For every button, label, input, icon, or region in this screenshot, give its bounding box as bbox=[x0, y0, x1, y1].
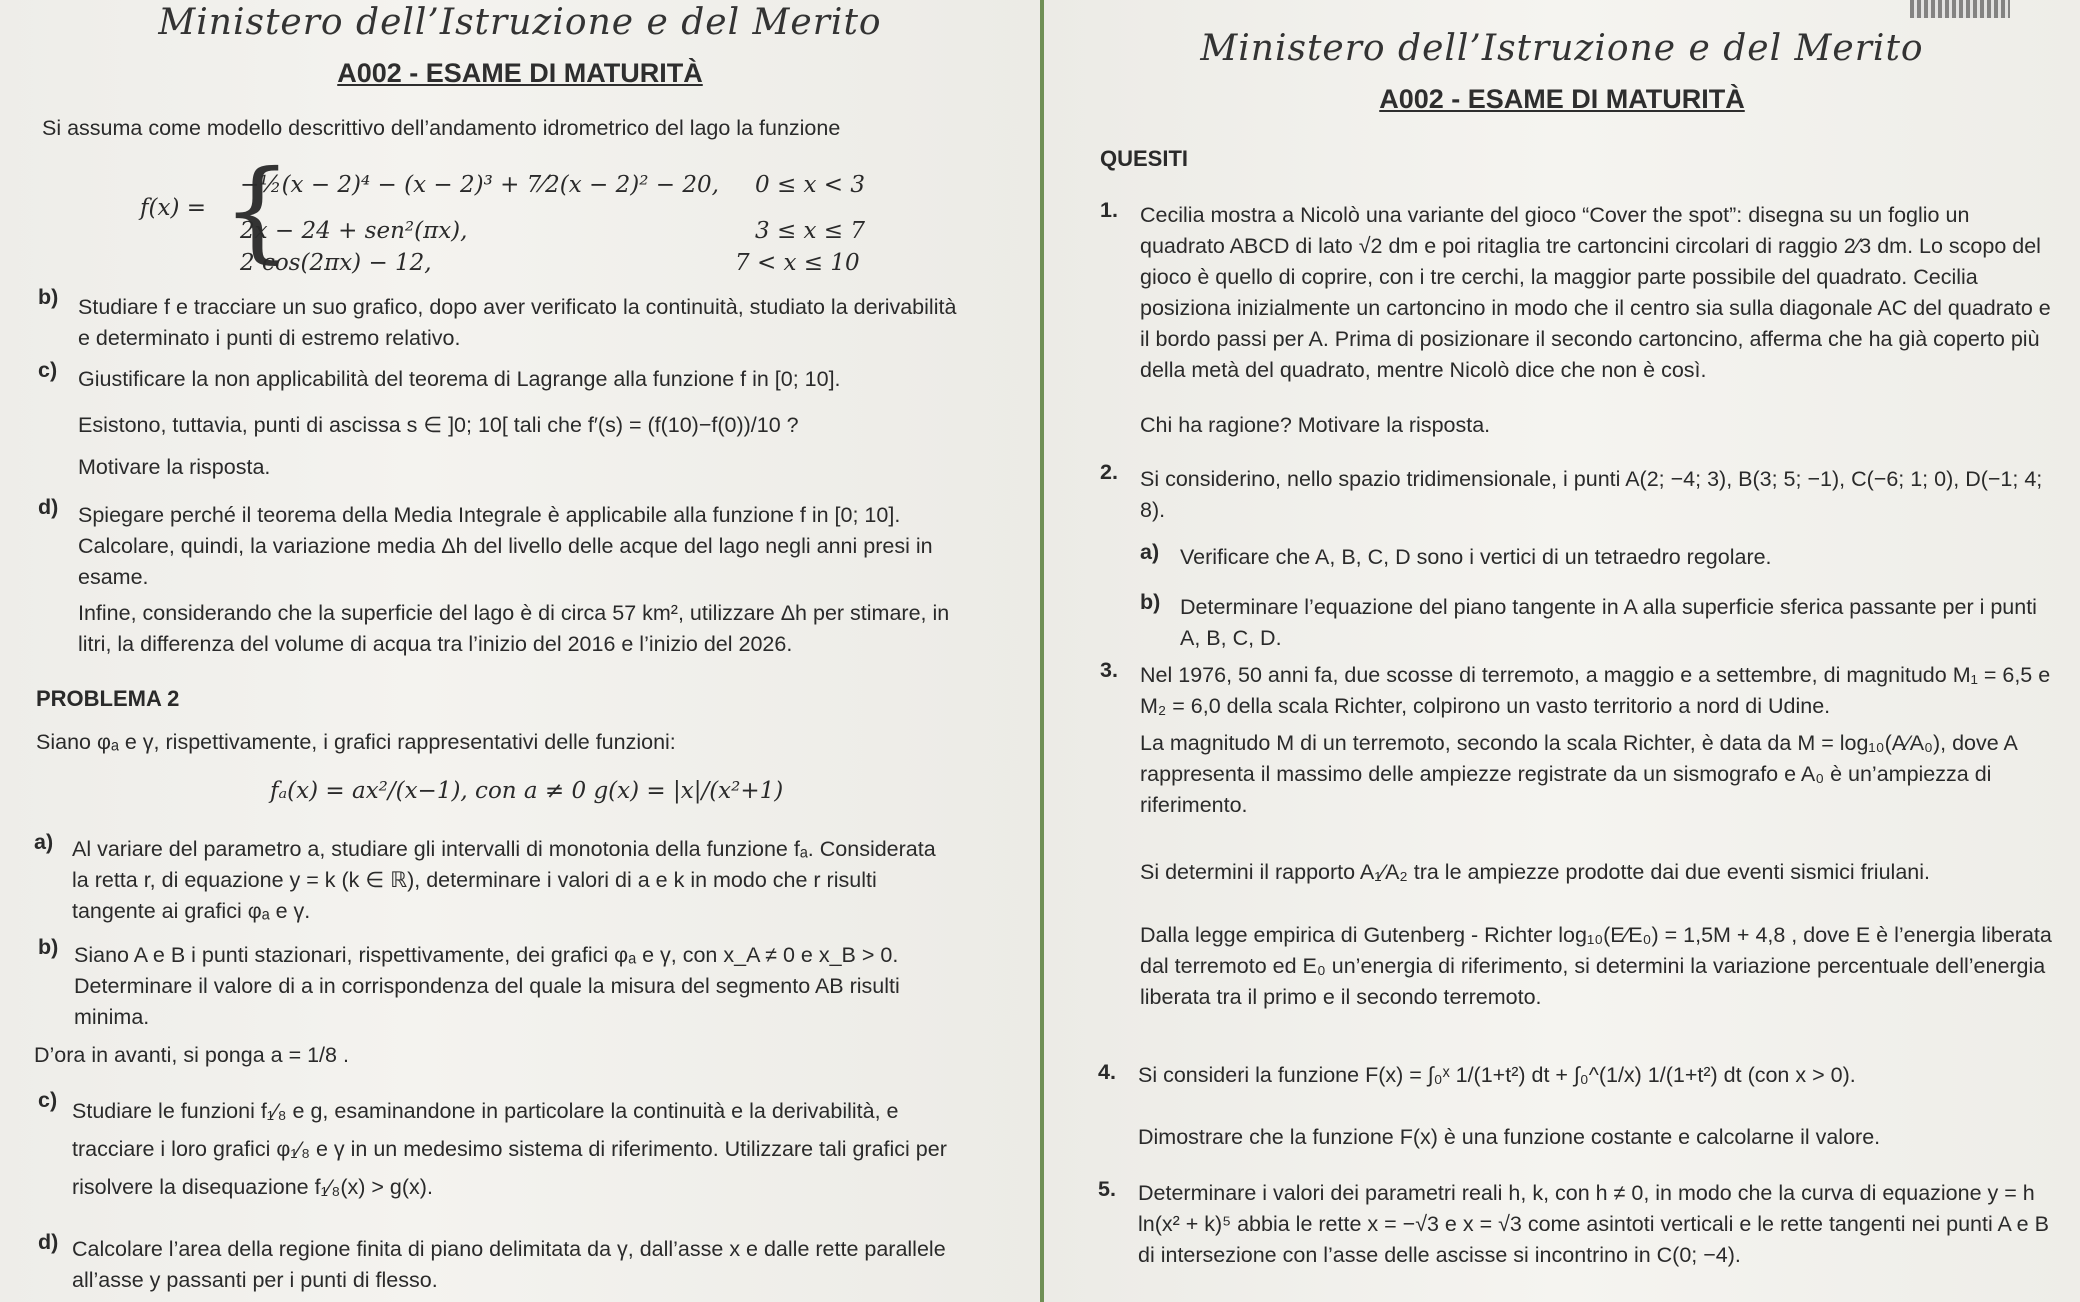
q3-magnitude: La magnitudo M di un terremoto, secondo la scala Richter, è data da M = log₁₀(A⁄A₀), dove A rappresenta il massimo delle ampiezze registrate da un sismografo e A₀ è un’ampiezza di riferimento. bbox=[1140, 731, 2017, 817]
function-lhs: f(x) = bbox=[140, 195, 207, 221]
q4-text: Si consideri la funzione F(x) = ∫₀ˣ 1/(1+t²) dt + ∫₀^(1/x) 1/(1+t²) dt (con x > 0). bbox=[1138, 1063, 1856, 1087]
p2-item-d-label: d) bbox=[38, 1230, 59, 1254]
qr-code-strip bbox=[1910, 0, 2010, 18]
case-1-cond: 0 ≤ x < 3 bbox=[755, 172, 866, 198]
p2-set-a: D’ora in avanti, si ponga a = 1/8 . bbox=[34, 1043, 349, 1067]
q2-text: Si considerino, nello spazio tridimensionale, i punti A(2; −4; 3), B(3; 5; −1), C(−6; 1; 0), D(−1; 4; 8). bbox=[1140, 467, 2043, 522]
item-c-label: c) bbox=[38, 358, 58, 382]
case-2-cond: 3 ≤ x ≤ 7 bbox=[755, 218, 866, 244]
right-exam-page bbox=[1044, 0, 2080, 1302]
q3-energy: Dalla legge empirica di Gutenberg - Richter log₁₀(E⁄E₀) = 1,5M + 4,8 , dove E è l’energia liberata dal terremoto ed E₀ un’energia di riferimento, si determini la variazione percentuale dell’energia liberata tra il primo e il secondo terremoto. bbox=[1140, 923, 2052, 1009]
p2-item-c-label: c) bbox=[38, 1088, 58, 1112]
ministry-header: Ministero dell’Istruzione e del Merito bbox=[1200, 28, 1924, 69]
q4-text2: Dimostrare che la funzione F(x) è una funzione costante e calcolarne il valore. bbox=[1138, 1125, 1881, 1149]
q2a-text: Verificare che A, B, C, D sono i vertici di un tetraedro regolare. bbox=[1180, 545, 1772, 569]
problem-2-title: PROBLEMA 2 bbox=[36, 686, 180, 711]
case-2-expr: 2x − 24 + sen²(πx), bbox=[240, 218, 468, 244]
q2a-label: a) bbox=[1140, 540, 1160, 564]
item-c-text: Giustificare la non applicabilità del teorema di Lagrange alla funzione f in [0; 10]. bbox=[78, 367, 841, 391]
p2-item-d-text: Calcolare l’area della regione finita di piano delimitata da γ, dall’asse x e dalle rette parallele all’asse y passanti per i punti di flesso. bbox=[72, 1237, 946, 1292]
q2-number: 2. bbox=[1100, 460, 1118, 484]
item-d-label: d) bbox=[38, 495, 59, 519]
item-d-text: Spiegare perché il teorema della Media Integrale è applicabile alla funzione f in [0; 10]. Calcolare, quindi, la variazione media Δh del livello delle acque del lago negli anni presi in esame. bbox=[78, 503, 933, 589]
q3-number: 3. bbox=[1100, 658, 1118, 682]
item-d-text2: Infine, considerando che la superficie del lago è di circa 57 km², utilizzare Δh per stimare, in litri, la differenza del volume di acqua tra l’inizio del 2016 e l’inizio del 2026. bbox=[78, 601, 950, 656]
problem-2-intro: Siano φₐ e γ, rispettivamente, i grafici rappresentativi delle funzioni: bbox=[36, 730, 676, 754]
ministry-header: Ministero dell’Istruzione e del Merito bbox=[158, 2, 882, 43]
p2-item-c-text: Studiare le funzioni f₁⁄₈ e g, esaminandone in particolare la continuità e la derivabilità, e tracciare i loro grafici φ₁⁄₈ e γ in un medesimo sistema di riferimento. Utilizzare tali grafici per risolvere la disequazione f₁⁄₈(x) > g(x). bbox=[72, 1099, 947, 1199]
q3-text: Nel 1976, 50 anni fa, due scosse di terremoto, a maggio e a settembre, di magnitudo M₁ = 6,5 e M₂ = 6,0 della scala Richter, colpirono un vasto territorio a nord di Udine. bbox=[1140, 663, 2051, 718]
case-3-expr: 2 cos(2πx) − 12, bbox=[240, 250, 432, 276]
q2b-label: b) bbox=[1140, 590, 1161, 614]
item-b-label: b) bbox=[38, 285, 59, 309]
q1-question: Chi ha ragione? Motivare la risposta. bbox=[1140, 413, 1491, 437]
case-1-expr: −½(x − 2)⁴ − (x − 2)³ + 7⁄2(x − 2)² − 20, bbox=[240, 172, 719, 198]
p2-item-a-text: Al variare del parametro a, studiare gli intervalli di monotonia della funzione fₐ. Considerata la retta r, di equazione y = k (k ∈ ℝ), determinare i valori di a e k in modo che r risulti tangente ai grafici φₐ e γ. bbox=[72, 837, 936, 923]
q1-number: 1. bbox=[1100, 198, 1118, 222]
item-b-text: Studiare f e tracciare un suo grafico, dopo aver verificato la continuità, studiato la derivabilità e determinato i punti di estremo relativo. bbox=[78, 295, 957, 350]
q2b-text: Determinare l’equazione del piano tangente in A alla superficie sferica passante per i punti A, B, C, D. bbox=[1180, 595, 2037, 650]
q1-text: Cecilia mostra a Nicolò una variante del gioco “Cover the spot”: disegna su un foglio un quadrato ABCD di lato √2 dm e poi ritaglia tre cartoncini circolari di raggio 2⁄3 dm. Lo scopo del gioco è quello di coprire, con i tre cerchi, la maggior parte possibile del quadrato. Cecilia posiziona inizialmente un cartoncino in modo che il centro sia sulla diagonale AC del quadrato e il bordo passi per A. Prima di posizionare il secondo cartoncino, afferma che ha già coperto più della metà del quadrato, mentre Nicolò dice che non è così. bbox=[1140, 203, 2051, 382]
p2-item-b-label: b) bbox=[38, 935, 59, 959]
section-title: QUESITI bbox=[1100, 146, 1189, 171]
item-c-motivate: Motivare la risposta. bbox=[78, 455, 271, 479]
q5-text: Determinare i valori dei parametri reali h, k, con h ≠ 0, in modo che la curva di equazione y = h ln(x² + k)⁵ abbia le rette x = −√3 e x = √3 come asintoti verticali e le rette tangenti nei punti A e B di intersezione con l’asse delle ascisse si incontrino in C(0; −4). bbox=[1138, 1181, 2049, 1267]
q3-ratio: Si determini il rapporto A₁⁄A₂ tra le ampiezze prodotte dai due eventi sismici friulani. bbox=[1140, 860, 1930, 884]
exam-title: A002 - ESAME DI MATURITÀ bbox=[1379, 84, 1745, 114]
q5-number: 5. bbox=[1098, 1177, 1116, 1201]
problem-intro: Si assuma come modello descrittivo dell’andamento idrometrico del lago la funzione bbox=[42, 116, 841, 140]
brace: { bbox=[222, 146, 292, 274]
q4-number: 4. bbox=[1098, 1060, 1116, 1084]
problem-2-functions: fₐ(x) = ax²/(x−1), con a ≠ 0 g(x) = |x|/(x²+1) bbox=[270, 778, 784, 804]
item-c-question: Esistono, tuttavia, punti di ascissa s ∈ ]0; 10[ tali che f′(s) = (f(10)−f(0))/10 ? bbox=[78, 413, 799, 437]
p2-item-b-text: Siano A e B i punti stazionari, rispettivamente, dei grafici φₐ e γ, con x_A ≠ 0 e x_B > 0. Determinare il valore di a in corrispondenza del quale la misura del segmento AB risulti minima. bbox=[74, 943, 900, 1029]
exam-title: A002 - ESAME DI MATURITÀ bbox=[337, 58, 703, 88]
case-3-cond: 7 < x ≤ 10 bbox=[735, 250, 860, 276]
p2-item-a-label: a) bbox=[34, 830, 54, 854]
